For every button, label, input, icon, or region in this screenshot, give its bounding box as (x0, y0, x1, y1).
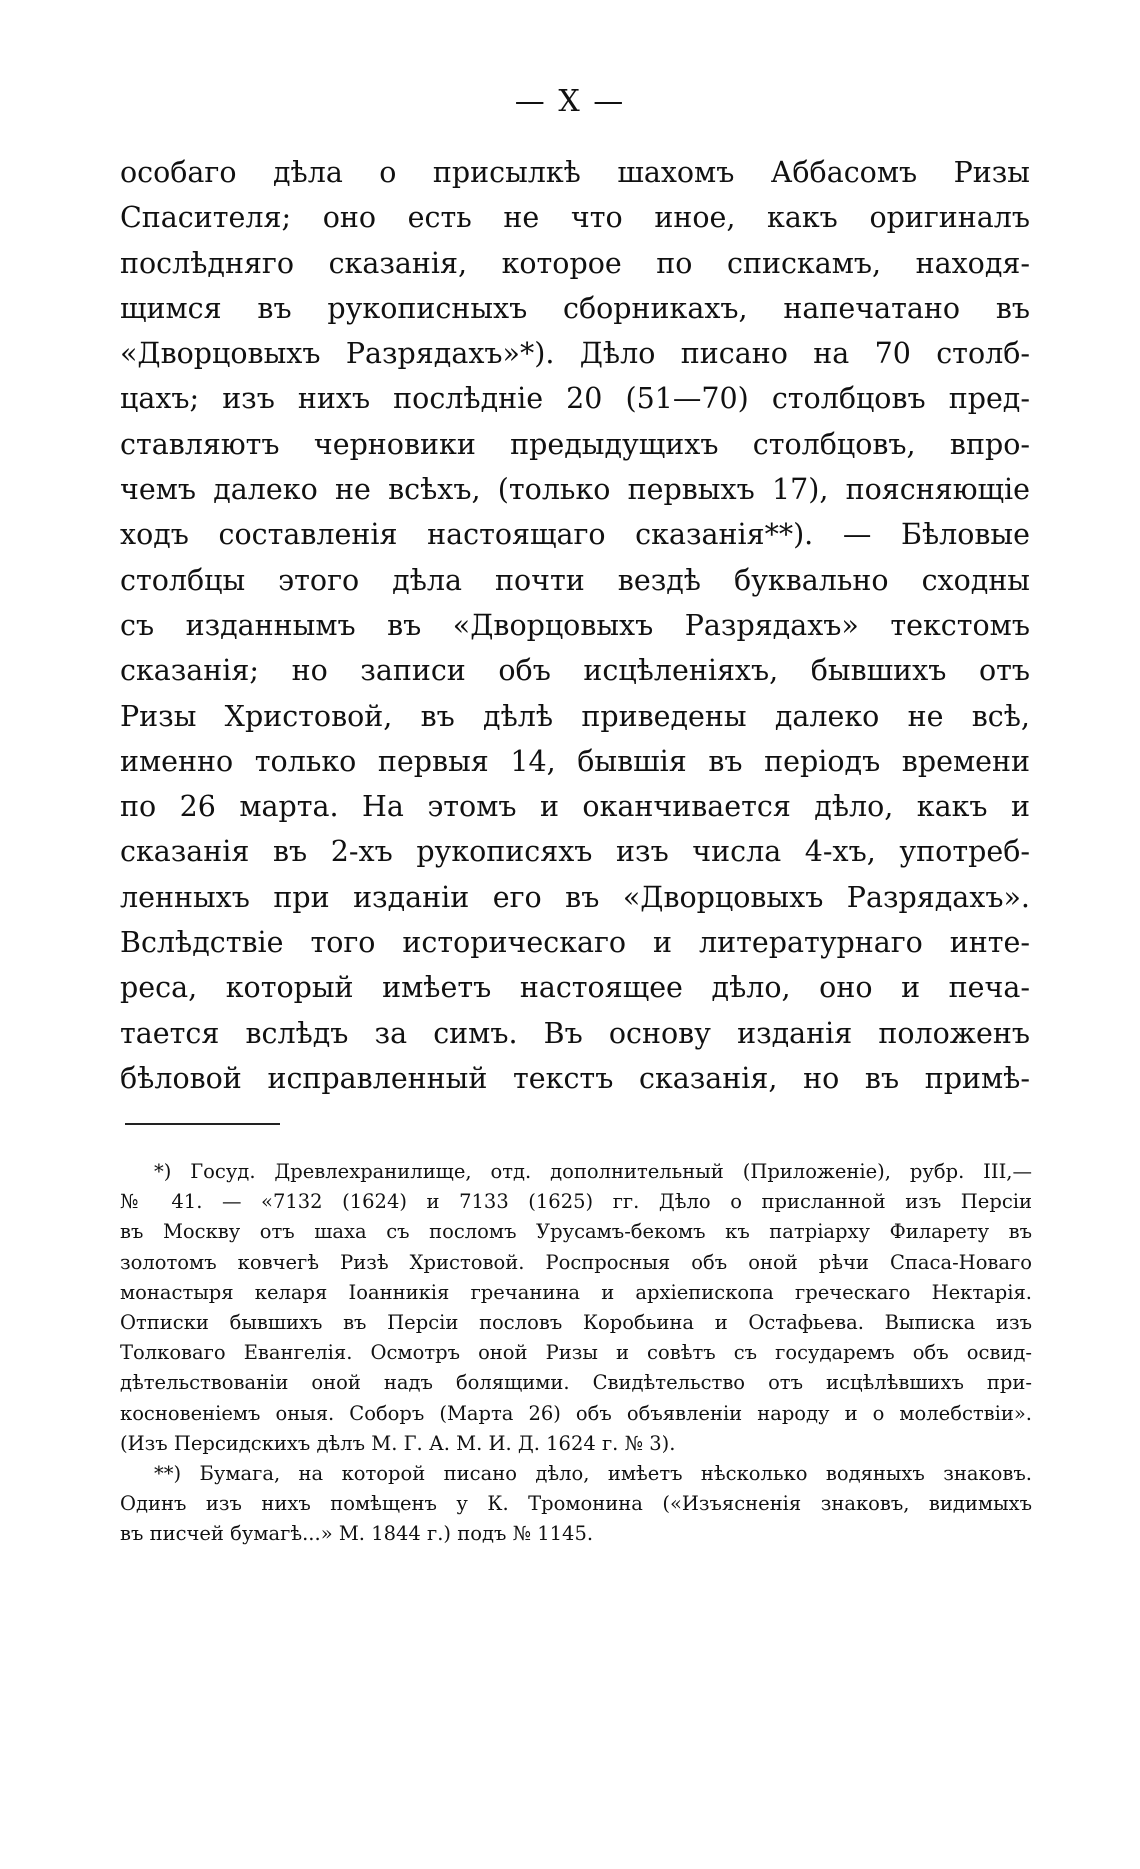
text-line: Вслѣдствіе того историческаго и литературнаго инте- (120, 926, 1030, 960)
footnote-line: золотомъ ковчегѣ Ризѣ Христовой. Роспросныя объ оной рѣчи Спаса-Новаго (120, 1250, 1032, 1274)
footnote-1 (120, 1157, 1032, 1459)
text-line: ставляютъ черновики предыдущихъ столбцовъ, впро- (120, 427, 1030, 461)
text-line: бѣловой исправленный текстъ сказанія, но въ примѣ- (120, 1061, 1030, 1095)
main-text (120, 150, 1030, 1101)
text-line: столбцы этого дѣла почти вездѣ буквально сходны (120, 563, 1030, 597)
footnote-line: № 41. — «7132 (1624) и 7133 (1625) гг. Дѣло о присланной изъ Персіи (120, 1190, 1032, 1214)
text-line: щимся въ рукописныхъ сборникахъ, напечатано въ (120, 291, 1030, 325)
text-line: сказанія; но записи объ исцѣленіяхъ, бывшихъ отъ (120, 654, 1030, 688)
footnote-line: *) Госуд. Древлехранилище, отд. дополнительный (Приложеніе), рубр. III,— (154, 1160, 1032, 1183)
text-line: «Дворцовыхъ Разрядахъ»*). Дѣло писано на 70 столб- (120, 337, 1030, 371)
text-line: съ изданнымъ въ «Дворцовыхъ Разрядахъ» текстомъ (120, 608, 1030, 642)
text-line: цахъ; изъ нихъ послѣдніе 20 (51—70) столбцовъ пред- (120, 382, 1030, 416)
text-line: именно только первыя 14, бывшія въ періодъ времени (120, 744, 1030, 778)
footnote-separator (125, 1123, 280, 1125)
footnotes (120, 1157, 1032, 1549)
text-line: Ризы Христовой, въ дѣлѣ приведены далеко не всѣ, (120, 699, 1030, 733)
footnote-line: монастыря келаря Іоанникія гречанина и архіепископа греческаго Нектарія. (120, 1280, 1032, 1304)
footnote-line: **) Бумага, на которой писано дѣло, имѣетъ нѣсколько водяныхъ знаковъ. (154, 1461, 1032, 1485)
footnote-line: Отписки бывшихъ въ Персіи пословъ Коробьина и Остафьева. Выписка изъ (120, 1310, 1032, 1334)
footnote-line: Одинъ изъ нихъ помѣщенъ у К. Тромонина («Изъясненія знаковъ, видимыхъ (120, 1492, 1032, 1516)
text-line: по 26 марта. На этомъ и оканчивается дѣло, какъ и (120, 790, 1030, 824)
text-line: послѣдняго сказанія, которое по спискамъ, находя- (120, 246, 1030, 280)
footnote-2 (120, 1459, 1032, 1550)
text-line: чемъ далеко не всѣхъ, (только первыхъ 17), поясняющіе (120, 473, 1030, 507)
page-number: — X — (514, 84, 626, 119)
footnote-line: Толковаго Евангелія. Осмотръ оной Ризы и совѣтъ съ государемъ объ освид- (120, 1341, 1032, 1365)
text-line: тается вслѣдъ за симъ. Въ основу изданія положенъ (120, 1016, 1030, 1050)
text-line: ходъ составленія настоящаго сказанія**). — Бѣловые (120, 518, 1030, 552)
footnote-line: въ Москву отъ шаха съ посломъ Урусамъ-бекомъ къ патріарху Филарету въ (120, 1220, 1032, 1244)
text-line: реса, который имѣетъ настоящее дѣло, оно и печа- (120, 971, 1030, 1005)
text-line: сказанія въ 2-хъ рукописяхъ изъ числа 4-хъ, употреб- (120, 835, 1030, 869)
footnote-line: (Изъ Персидскихъ дѣлъ М. Г. А. М. И. Д. 1624 г. № 3). (120, 1431, 676, 1455)
text-line: ленныхъ при изданіи его въ «Дворцовыхъ Разрядахъ». (120, 880, 1030, 914)
text-line: Спасителя; оно есть не что иное, какъ оригиналъ (120, 201, 1030, 235)
footnote-line: въ писчей бумагѣ...» М. 1844 г.) подъ № 1145. (120, 1522, 594, 1546)
text-line: особаго дѣла о присылкѣ шахомъ Аббасомъ Ризы (120, 156, 1030, 189)
footnote-line: косновеніемъ оныя. Соборъ (Марта 26) объ объявленіи народу и о молебствіи». (120, 1401, 1032, 1425)
footnote-line: дѣтельствованіи оной надъ болящими. Свидѣтельство отъ исцѣлѣвшихъ при- (120, 1371, 1032, 1395)
